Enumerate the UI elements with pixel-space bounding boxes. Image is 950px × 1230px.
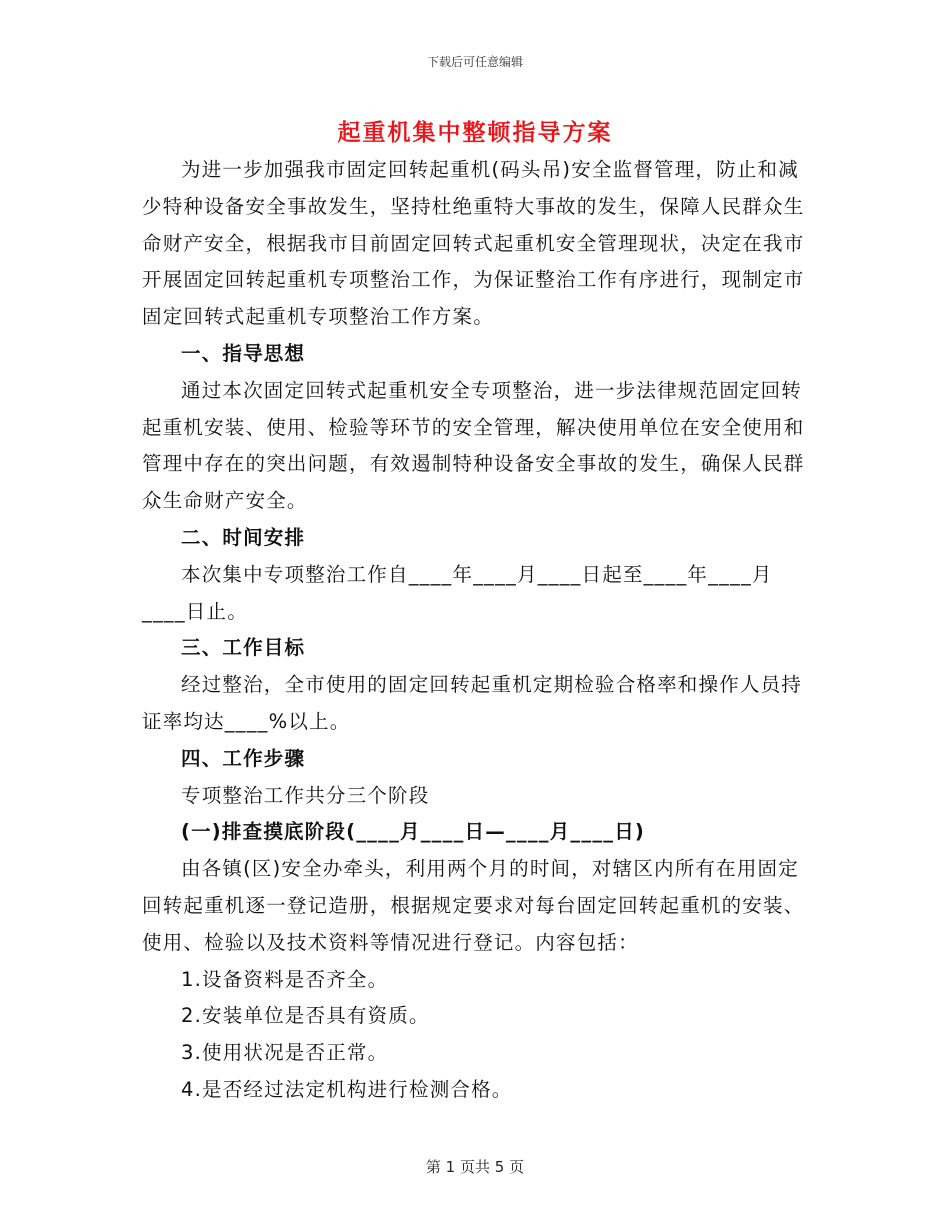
intro-paragraph: 为进一步加强我市固定回转起重机(码头吊)安全监督管理，防止和减少特种设备安全事故发生，坚持杜绝重特大事故的发生，保障人民群众生命财产安全，根据我市目前固定回转式起重机安全管理现状，决定在我市开展固定回转起重机专项整治工作，为保证整治工作有序进行，现制定市固定回转式起重机专项整治工作方案。 (142, 158, 805, 329)
list-item: 2.安装单位是否具有资质。 (181, 1004, 430, 1028)
list-item: 1.设备资料是否齐全。 (181, 967, 389, 991)
section-text-schedule: 本次集中专项整治工作自____年____月____日起至____年____月____日止。 (142, 562, 773, 623)
section-heading-guiding: 一、指导思想 (181, 341, 306, 365)
section-heading-schedule: 二、时间安排 (181, 525, 306, 549)
document-body (142, 152, 810, 1109)
phase1-heading: (一)排查摸底阶段(____月____日—____月____日) (181, 820, 646, 844)
phase1-text: 由各镇(区)安全办牵头，利用两个月的时间，对辖区内所有在用固定回转起重机逐一登记造册，根据规定要求对每台固定回转起重机的安装、使用、检验以及技术资料等情况进行登记。内容包括： (142, 857, 805, 954)
section-heading-steps: 四、工作步骤 (181, 746, 306, 770)
section-text-goal: 经过整治，全市使用的固定回转起重机定期检验合格率和操作人员持证率均达____%以上。 (142, 673, 803, 733)
steps-intro: 专项整治工作共分三个阶段 (181, 783, 430, 807)
document-title: 起重机集中整顿指导方案 (337, 120, 613, 146)
page-footer: 第 1 页共 5 页 (425, 1158, 525, 1176)
list-item: 4.是否经过法定机构进行检测合格。 (181, 1077, 513, 1101)
header-note: 下载后可任意编辑 (426, 55, 523, 69)
section-heading-goal: 三、工作目标 (181, 636, 306, 660)
section-text-guiding: 通过本次固定回转式起重机安全专项整治，进一步法律规范固定回转起重机安装、使用、检验等环节的安全管理，解决使用单位在安全使用和管理中存在的突出问题，有效遏制特种设备安全事故的发生，确保人民群众生命财产安全。 (142, 378, 805, 513)
list-item: 3.使用状况是否正常。 (181, 1041, 389, 1065)
